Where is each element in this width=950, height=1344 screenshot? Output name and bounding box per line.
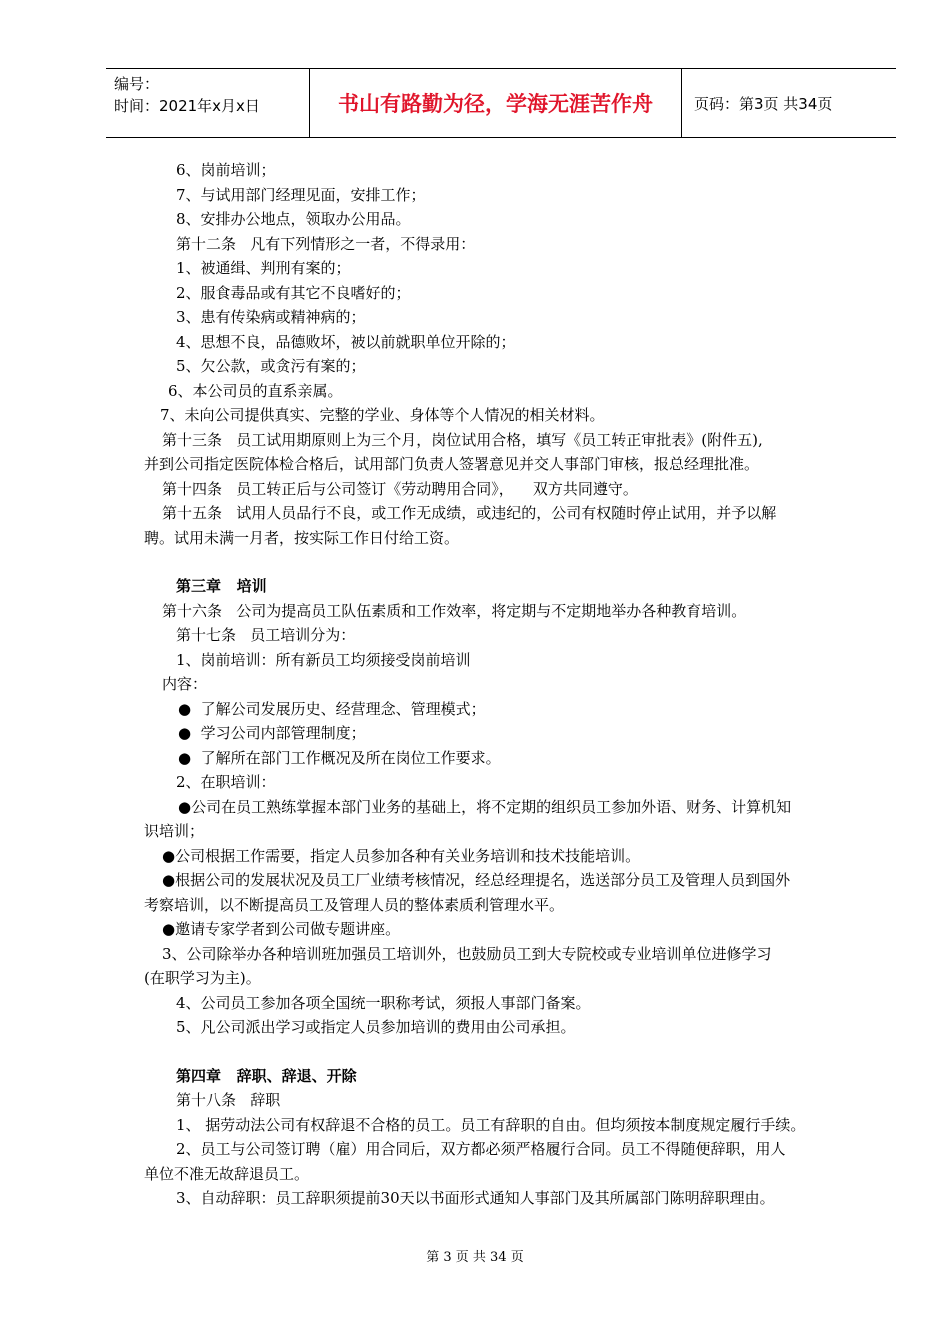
text-line: 5、凡公司派出学习或指定人员参加培训的费用由公司承担。 — [176, 1018, 576, 1036]
text-line: 内容： — [162, 675, 208, 693]
text-line: 6、本公司员的直系亲属。 — [168, 381, 343, 400]
text-line: 5、欠公款，或贪污有案的； — [176, 357, 366, 375]
list-item: ● 了解所在部门工作概况及所在岗位工作要求。 — [178, 748, 501, 767]
article-16: 第十六条 公司为提高员工队伍素质和工作效率，将定期与不定期地举办各种教育培训。 — [162, 601, 747, 620]
text-line: 4、思想不良，品德败坏，被以前就职单位开除的； — [176, 332, 516, 351]
text-line: 6、岗前培训； — [176, 161, 276, 179]
text-line: 聘。试用未满一月者，按实际工作日付给工资。 — [144, 528, 460, 547]
list-item: ●邀请专家学者到公司做专题讲座。 — [162, 920, 401, 938]
text-line: 2、在职培训： — [176, 773, 276, 791]
text-line: 单位不准无故辞退员工。 — [144, 1164, 310, 1183]
text-line: 并到公司指定医院体检合格后，试用部门负责人签署意见并交人事部门审核，报总经理批准。 — [144, 455, 760, 473]
article-14: 第十四条 员工转正后与公司签订《劳动聘用合同》， 双方共同遵守。 — [162, 479, 638, 498]
article-13: 第十三条 员工试用期原则上为三个月，岗位试用合格，填写《员工转正审批表》(附件五), — [162, 430, 763, 449]
document-body — [144, 158, 860, 1211]
article-18: 第十八条 辞职 — [176, 1091, 281, 1109]
text-line: 识培训； — [144, 822, 205, 840]
text-line: 8、安排办公地点，领取办公用品。 — [176, 210, 411, 228]
header-motto: 书山有路勤为径，学海无涯苦作舟 — [310, 69, 682, 137]
article-15: 第十五条 试用人员品行不良，或工作无成绩，或违纪的，公司有权随时停止试用，并予以解 — [162, 504, 777, 522]
text-line: 1、岗前培训：所有新员工均须接受岗前培训 — [176, 650, 471, 669]
date-label: 时间：2021年x月x日 — [114, 97, 260, 115]
list-item: ●根据公司的发展状况及员工厂业绩考核情况，经总经理提名，选送部分员工及管理人员到国外 — [162, 871, 791, 889]
text-line: 考察培训，以不断提高员工及管理人员的整体素质利管理水平。 — [144, 895, 565, 914]
text-line: (在职学习为主)。 — [144, 969, 261, 987]
text-line: 4、公司员工参加各项全国统一职称考试，须报人事部门备案。 — [176, 993, 591, 1012]
article-12: 第十二条 凡有下列情形之一者，不得录用： — [176, 234, 476, 253]
text-line: 7、与试用部门经理见面，安排工作； — [176, 185, 426, 204]
header-page-number: 页码：第3页 共34页 — [694, 94, 833, 113]
list-item: ●公司在员工熟练掌握本部门业务的基础上，将不定期的组织员工参加外语、财务、计算机知 — [178, 797, 792, 816]
list-item: ● 了解公司发展历史、经营理念、管理模式； — [178, 699, 486, 718]
text-line: 7、未向公司提供真实、完整的学业、身体等个人情况的相关材料。 — [160, 406, 605, 424]
chapter-3-heading: 第三章 培训 — [176, 577, 267, 595]
text-line: 3、公司除举办各种培训班加强员工培训外，也鼓励员工到大专院校或专业培训单位进修学习 — [162, 944, 772, 963]
text-line: 3、患有传染病或精神病的； — [176, 308, 366, 326]
text-line: 1、被通缉、判刑有案的； — [176, 259, 351, 277]
text-line: 1、 据劳动法公司有权辞退不合格的员工。员工有辞职的自由。但均须按本制度规定履行手续。 — [176, 1115, 806, 1134]
list-item: ●公司根据工作需要，指定人员参加各种有关业务培训和技术技能培训。 — [162, 846, 641, 865]
text-line: 2、员工与公司签订聘（雇）用合同后，双方都必须严格履行合同。员工不得随便辞职，用人 — [176, 1140, 786, 1158]
page-footer: 第 3 页 共 34 页 — [426, 1250, 524, 1265]
serial-label: 编号： — [114, 75, 160, 93]
header-meta — [106, 69, 310, 137]
article-17: 第十七条 员工培训分为： — [176, 626, 356, 644]
page-header — [106, 68, 896, 138]
chapter-4-heading: 第四章 辞职、辞退、开除 — [176, 1066, 357, 1085]
text-line: 3、自动辞职：员工辞职须提前30天以书面形式通知人事部门及其所属部门陈明辞职理由。 — [176, 1189, 775, 1207]
list-item: ● 学习公司内部管理制度； — [178, 724, 366, 742]
text-line: 2、服食毒品或有其它不良嗜好的； — [176, 283, 411, 302]
